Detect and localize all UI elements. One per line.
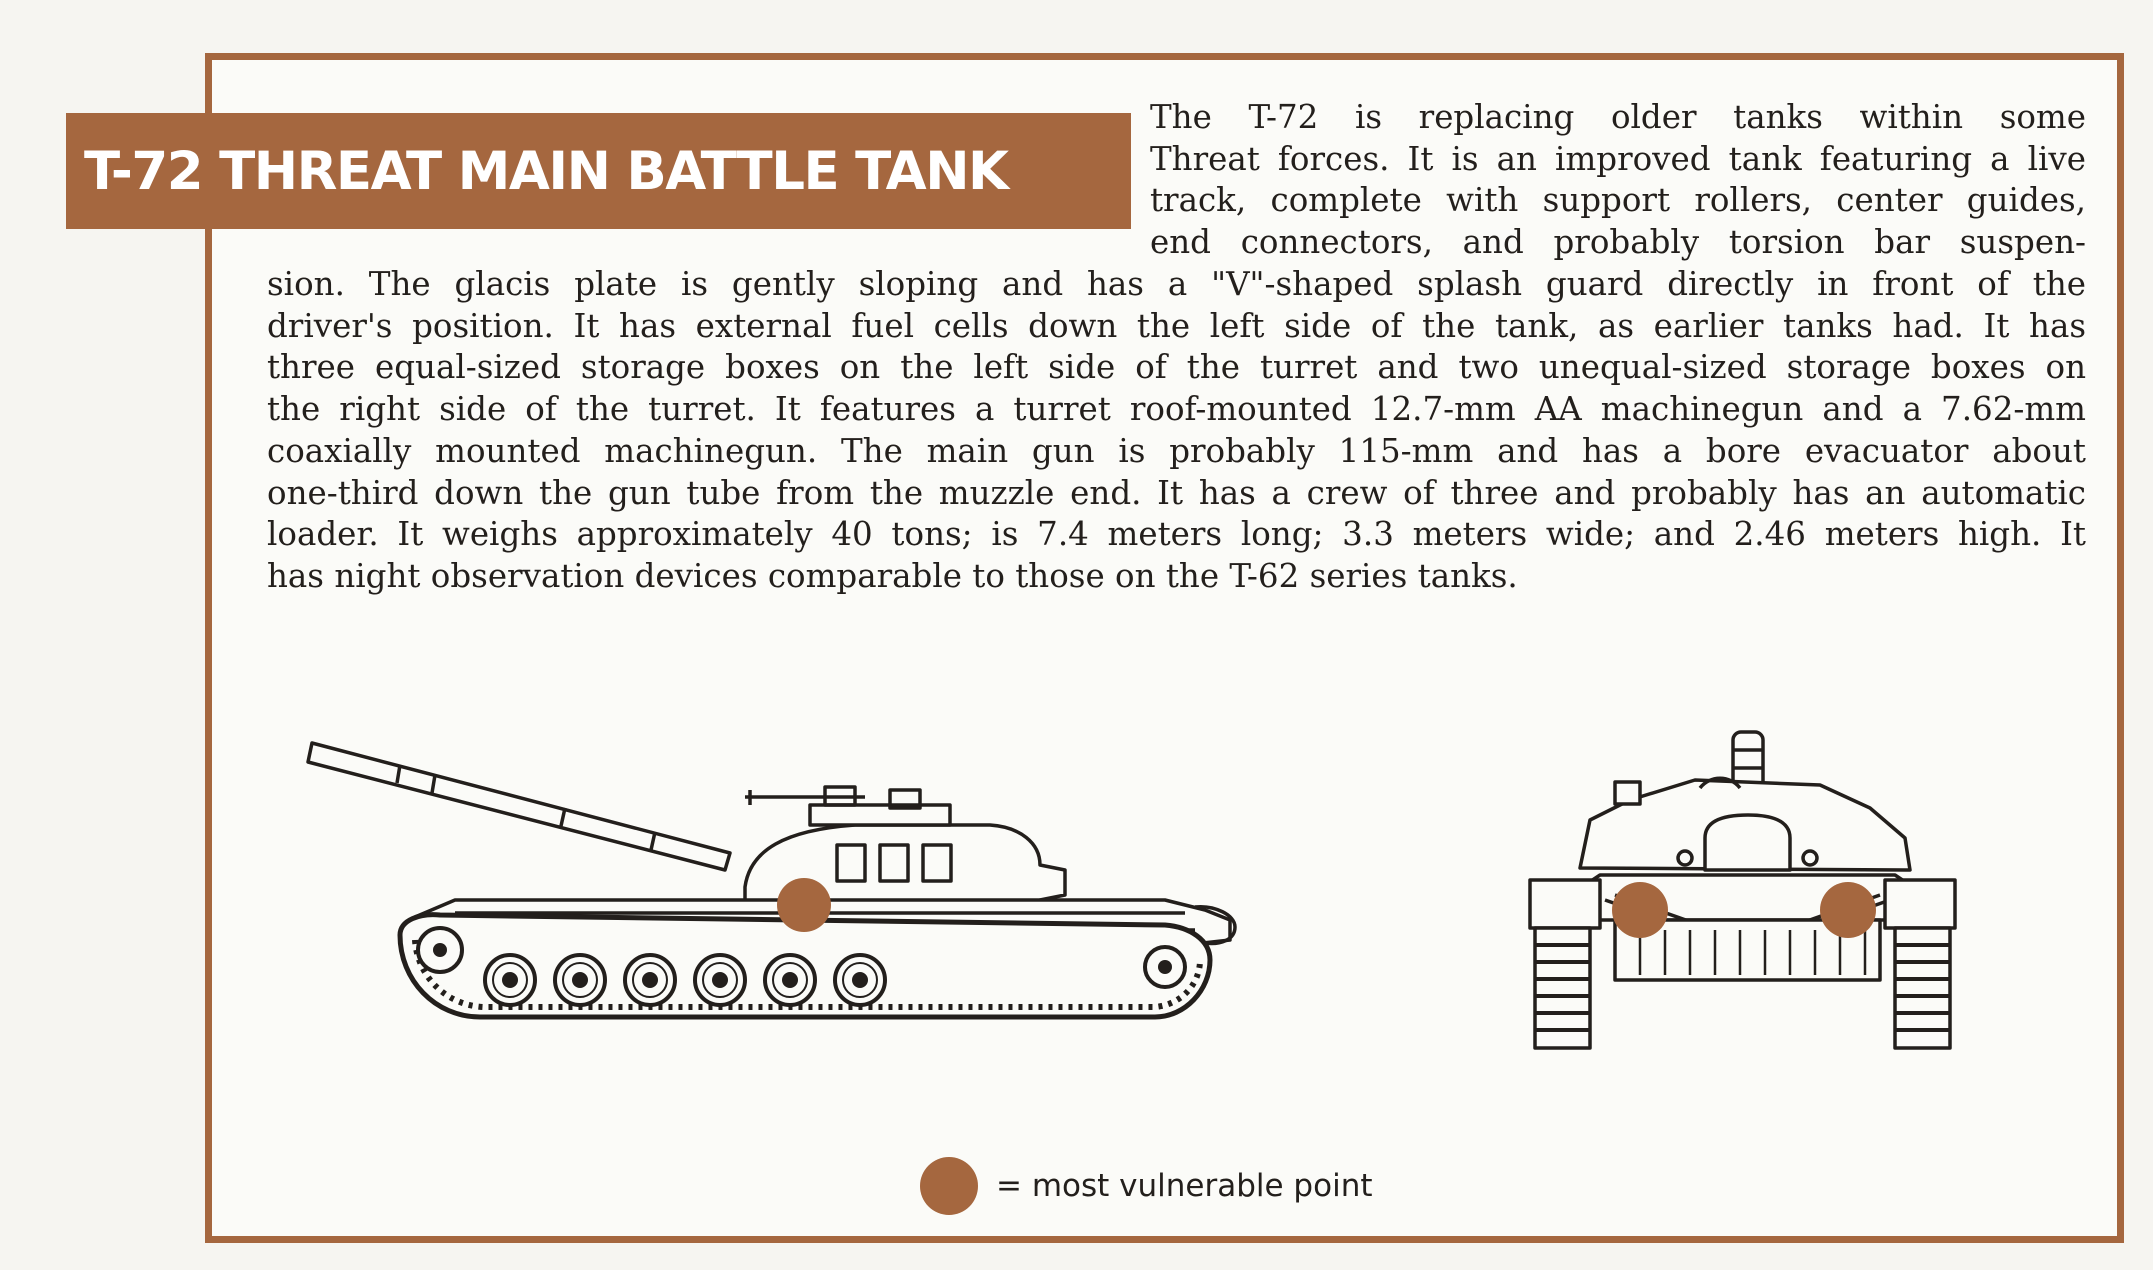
legend-marker	[920, 1157, 978, 1215]
body-line: coaxially mounted machinegun. The main gun is probably 115-mm and has a bore evacuator about	[267, 431, 2086, 470]
page-title: T-72 THREAT MAIN BATTLE TANK	[84, 140, 1008, 202]
legend-label: = most vulnerable point	[996, 1168, 1373, 1204]
intro-line: The T-72 is replacing older tanks within some	[1150, 98, 2086, 136]
body-line: driver's position. It has external fuel cells down the left side of the tank, as earlier tanks had. It has	[267, 306, 2086, 345]
intro-paragraph	[1150, 97, 2086, 264]
intro-line: Threat forces. It is an improved tank featuring a live	[1150, 139, 2086, 178]
legend	[920, 1154, 1373, 1218]
vulnerable-point-marker	[777, 878, 831, 932]
intro-line: end connectors, and probably torsion bar suspen-	[1150, 223, 2086, 262]
body-line: loader. It weighs approximately 40 tons; is 7.4 meters long; 3.3 meters wide; and 2.46 meters high. It	[267, 515, 2086, 554]
body-line: the right side of the turret. It features a turret roof-mounted 12.7-mm AA machinegun and a 7.62-mm	[267, 390, 2086, 429]
body-line: one-third down the gun tube from the muzzle end. It has a crew of three and probably has an automatic	[267, 473, 2086, 512]
title-banner	[66, 113, 1131, 229]
vulnerable-point-marker	[1612, 882, 1668, 938]
vulnerable-point-marker	[1820, 882, 1876, 938]
tank-side-view-illustration	[305, 735, 1245, 1035]
tank-front-view-illustration	[1520, 720, 1965, 1065]
description-paragraph	[267, 264, 2086, 598]
body-line: has night observation devices comparable to those on the T-62 series tanks.	[267, 556, 1518, 595]
body-line: sion. The glacis plate is gently sloping and has a "V"-shaped splash guard directly in front of the	[267, 265, 2086, 303]
intro-line: track, complete with support rollers, center guides,	[1150, 181, 2086, 220]
body-line: three equal-sized storage boxes on the left side of the turret and two unequal-sized storage boxes on	[267, 348, 2086, 387]
